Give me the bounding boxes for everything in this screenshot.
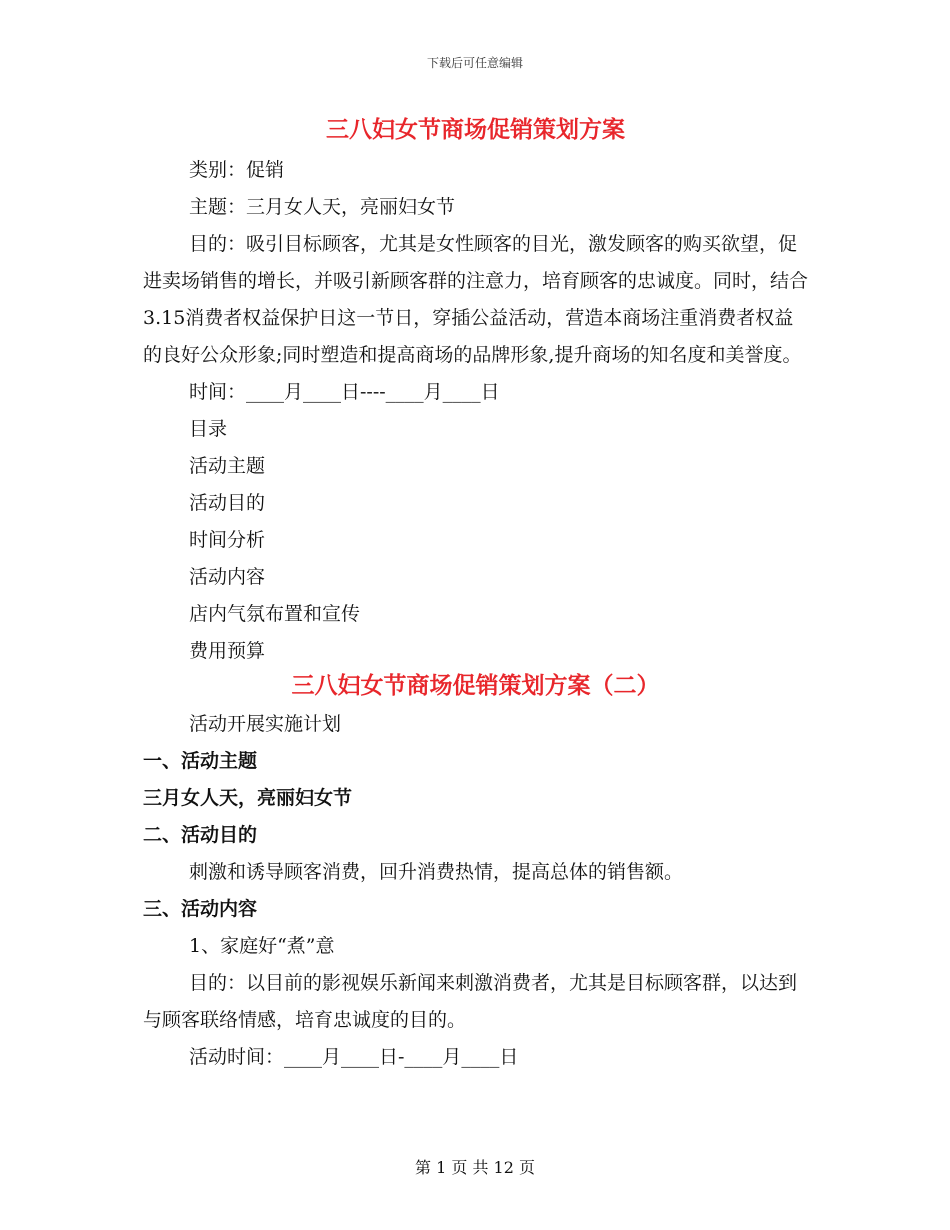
purpose-paragraph: 目的：吸引目标顾客，尤其是女性顾客的目光，激发顾客的购买欲望，促进卖场销售的增长，并吸引新顾客群的注意力，培育顾客的忠诚度。同时，结合3.15消费者权益保护日这一节日，穿插公益活动，营造本商场注重消费者权益的良好公众形象;同时塑造和提高商场的品牌形象,提升商场的知名度和美誉度。 — [143, 233, 809, 366]
theme-line: 主题：三月女人天，亮丽妇女节 — [189, 196, 456, 218]
header-note: 下载后可任意编辑 — [426, 56, 523, 70]
item-1-time: 活动时间：____月____日-____月____日 — [189, 1046, 519, 1068]
category-line: 类别：促销 — [189, 159, 285, 181]
toc-item: 店内气氛布置和宣传 — [189, 603, 361, 625]
toc-heading: 目录 — [189, 418, 228, 440]
section-1-text: 三月女人天，亮丽妇女节 — [143, 787, 353, 809]
section-2-text: 刺激和诱导顾客消费，回升消费热情，提高总体的销售额。 — [189, 861, 684, 883]
section-heading-2: 二、活动目的 — [143, 824, 258, 846]
section-heading-1: 一、活动主题 — [143, 750, 258, 772]
item-1-heading: 1、家庭好“煮”意 — [189, 935, 335, 957]
section-heading-3: 三、活动内容 — [143, 898, 258, 920]
toc-item: 费用预算 — [189, 640, 266, 662]
page-footer: 第 1 页 共 12 页 — [415, 1158, 535, 1177]
document-body — [143, 110, 808, 1076]
section-title-2: 三八妇女节商场促销策划方案（二） — [291, 672, 660, 699]
toc-item: 活动目的 — [189, 492, 266, 514]
toc-item: 活动主题 — [189, 455, 266, 477]
toc-item: 活动内容 — [189, 566, 266, 588]
table-of-contents — [143, 411, 808, 670]
toc-item: 时间分析 — [189, 529, 266, 551]
time-line: 时间：____月____日----____月____日 — [189, 381, 500, 403]
item-1-purpose: 目的：以目前的影视娱乐新闻来刺激消费者，尤其是目标顾客群，以达到与顾客联络情感，培育忠诚度的目的。 — [143, 972, 798, 1031]
document-title: 三八妇女节商场促销策划方案 — [326, 116, 625, 143]
plan-line: 活动开展实施计划 — [189, 713, 342, 735]
